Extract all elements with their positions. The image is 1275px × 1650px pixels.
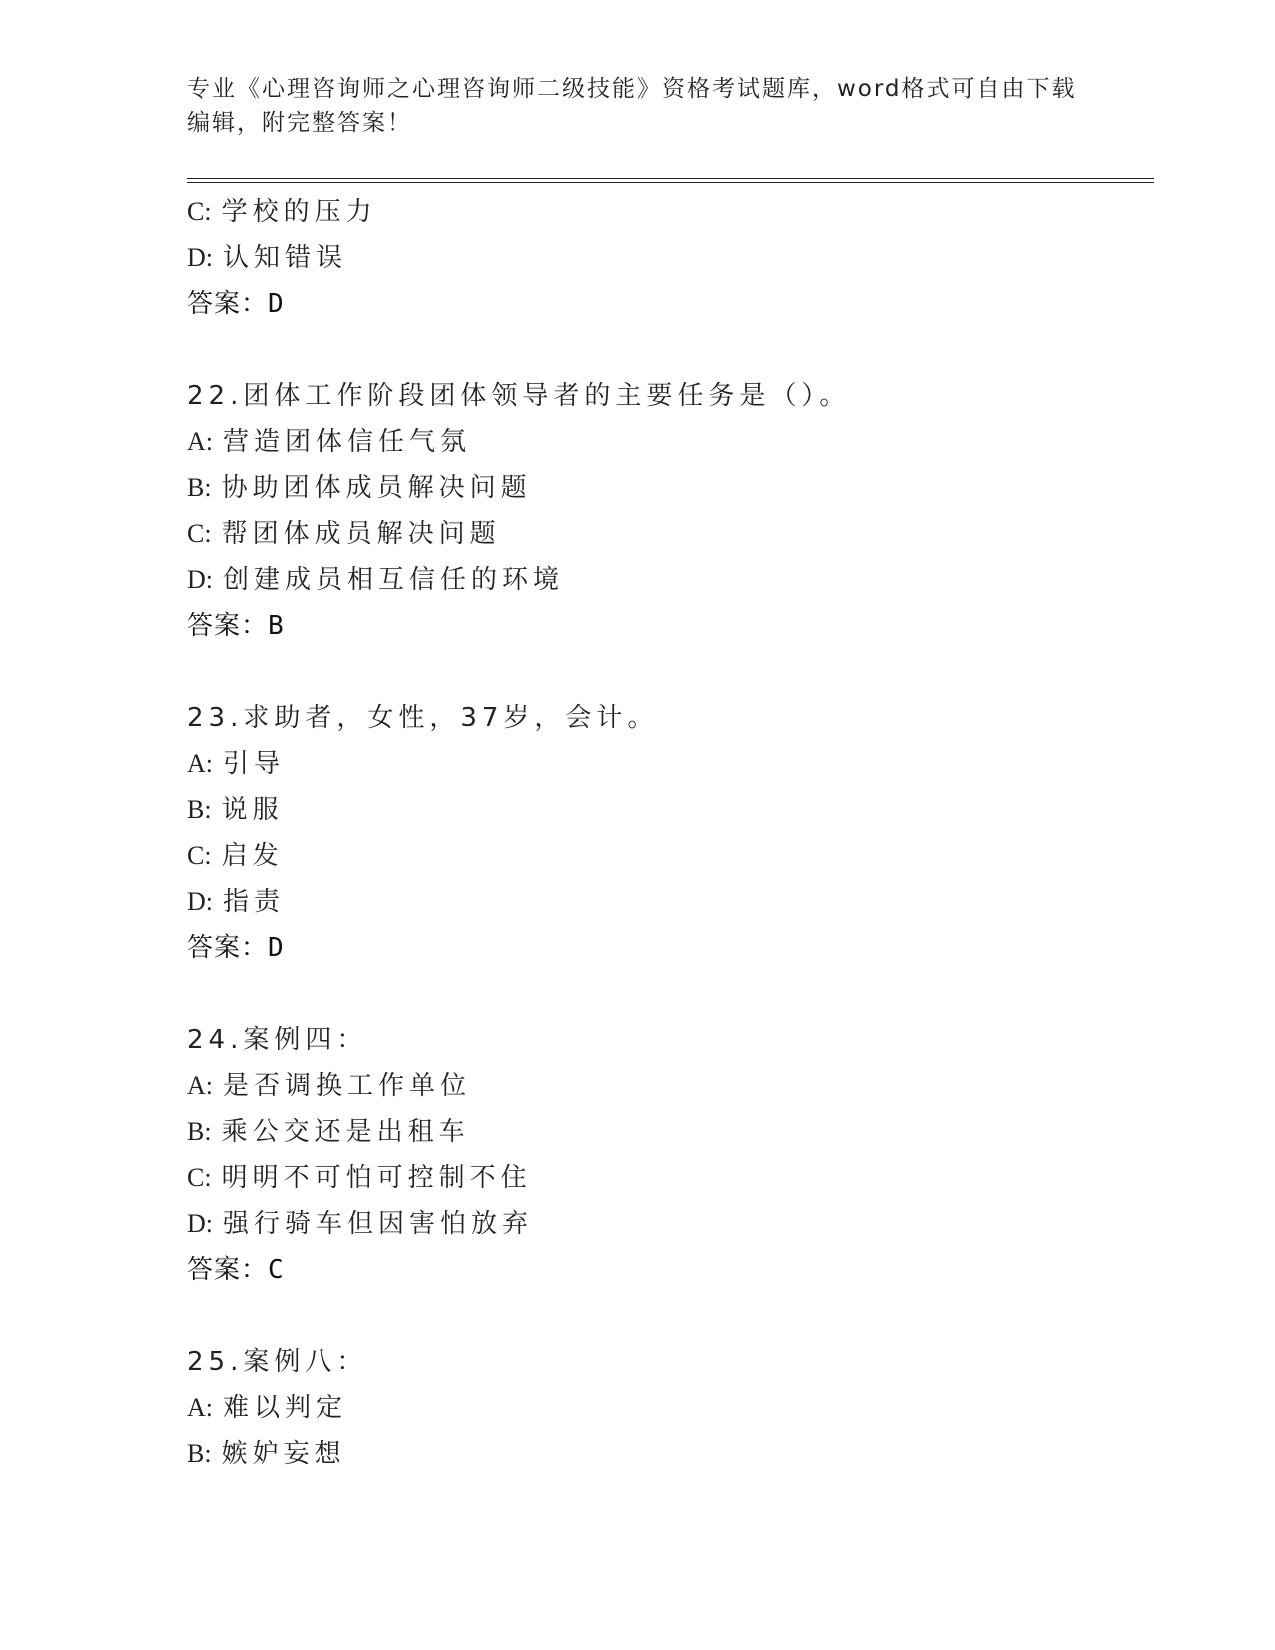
option-text: 明明不可怕可控制不住 — [221, 1163, 532, 1193]
option-d — [187, 1201, 1154, 1247]
option-a — [187, 1385, 1154, 1431]
option-label: A: — [187, 1393, 213, 1422]
question-24 — [187, 1017, 1154, 1293]
option-d — [187, 235, 1154, 281]
spacer — [187, 649, 1154, 695]
question-list — [187, 189, 1154, 1477]
answer-value: D — [268, 933, 285, 963]
answer-line — [187, 925, 1154, 971]
answer-label: 答案： — [187, 933, 269, 963]
option-a — [187, 1063, 1154, 1109]
option-label: C: — [187, 519, 212, 548]
option-text: 嫉妒妄想 — [221, 1439, 346, 1469]
header-double-rule — [187, 178, 1154, 183]
option-label: B: — [187, 473, 212, 502]
answer-value: D — [268, 289, 285, 319]
question-23 — [187, 695, 1154, 971]
answer-label: 答案： — [187, 611, 269, 641]
option-label: A: — [187, 427, 213, 456]
answer-value: C — [268, 1255, 285, 1285]
option-label: A: — [187, 1071, 213, 1100]
option-label: D: — [187, 887, 213, 916]
option-text: 启发 — [221, 841, 284, 871]
option-text: 指责 — [223, 887, 286, 917]
question-25 — [187, 1339, 1154, 1477]
spacer — [187, 971, 1154, 1017]
option-label: D: — [187, 1209, 213, 1238]
header-line-1: 专业《心理咨询师之心理咨询师二级技能》资格考试题库，word格式可自由下载 — [187, 76, 1077, 102]
option-label: A: — [187, 749, 213, 778]
option-c — [187, 189, 1154, 235]
question-stem: 22.团体工作阶段团体领导者的主要任务是（）。 — [187, 381, 851, 411]
answer-line — [187, 281, 1154, 327]
option-b — [187, 1109, 1154, 1155]
question-22 — [187, 373, 1154, 649]
option-text: 强行骑车但因害怕放弃 — [223, 1209, 534, 1239]
option-text: 学校的压力 — [221, 197, 377, 227]
option-label: C: — [187, 1163, 212, 1192]
option-label: D: — [187, 243, 213, 272]
option-b — [187, 787, 1154, 833]
option-c — [187, 511, 1154, 557]
option-c — [187, 833, 1154, 879]
option-label: B: — [187, 1117, 212, 1146]
option-a — [187, 419, 1154, 465]
option-text: 认知错误 — [223, 243, 348, 273]
question-stem: 25.案例八： — [187, 1347, 368, 1377]
option-text: 引导 — [223, 749, 286, 779]
option-label: B: — [187, 795, 212, 824]
option-text: 创建成员相互信任的环境 — [223, 565, 565, 595]
option-label: C: — [187, 841, 212, 870]
answer-line — [187, 1247, 1154, 1293]
answer-label: 答案： — [187, 289, 269, 319]
option-label: C: — [187, 197, 212, 226]
option-b — [187, 1431, 1154, 1477]
answer-label: 答案： — [187, 1255, 269, 1285]
option-b — [187, 465, 1154, 511]
option-text: 说服 — [221, 795, 284, 825]
spacer — [187, 327, 1154, 373]
option-text: 营造团体信任气氛 — [223, 427, 472, 457]
question-stem: 23.求助者，女性，37岁，会计。 — [187, 703, 659, 733]
answer-value: B — [268, 611, 285, 641]
question-continued — [187, 189, 1154, 327]
option-a — [187, 741, 1154, 787]
answer-line — [187, 603, 1154, 649]
header-line-2: 编辑，附完整答案！ — [187, 110, 412, 136]
option-text: 难以判定 — [223, 1393, 348, 1423]
option-text: 协助团体成员解决问题 — [221, 473, 532, 503]
option-text: 是否调换工作单位 — [223, 1071, 472, 1101]
option-c — [187, 1155, 1154, 1201]
spacer — [187, 1293, 1154, 1339]
option-label: B: — [187, 1439, 212, 1468]
document-header — [187, 72, 1087, 140]
question-stem: 24.案例四： — [187, 1025, 368, 1055]
option-text: 乘公交还是出租车 — [221, 1117, 470, 1147]
option-text: 帮团体成员解决问题 — [221, 519, 501, 549]
option-d — [187, 557, 1154, 603]
option-d — [187, 879, 1154, 925]
option-label: D: — [187, 565, 213, 594]
